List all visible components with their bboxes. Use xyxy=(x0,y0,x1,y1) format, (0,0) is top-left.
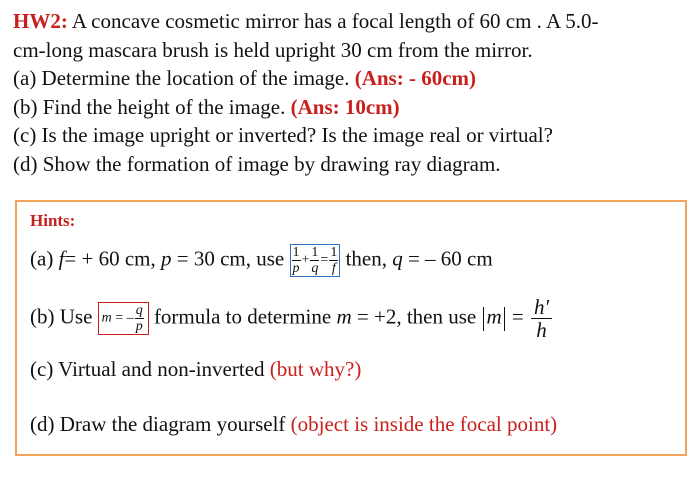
denominator: q xyxy=(311,261,319,276)
denominator: p xyxy=(135,319,143,334)
abs-bar-right xyxy=(504,307,505,331)
var-p: p xyxy=(161,246,172,271)
question-text: (d) Show the formation of image by drawing ray diagram. xyxy=(13,151,501,176)
operator: = xyxy=(320,252,329,268)
denominator: h xyxy=(536,318,547,342)
problem-line-1 xyxy=(13,7,693,36)
fraction xyxy=(292,245,301,276)
hints-box xyxy=(15,200,687,456)
value-text: = + 60 cm, xyxy=(64,246,161,271)
var-f: f xyxy=(58,246,65,271)
question-b xyxy=(13,93,693,122)
var-m: m xyxy=(336,304,352,329)
numerator: q xyxy=(135,303,143,318)
question-text: (c) Is the image upright or inverted? Is the image real or virtual? xyxy=(13,123,553,147)
problem-statement xyxy=(13,7,693,178)
operator: = xyxy=(506,304,529,329)
mirror-equation-box xyxy=(290,244,341,277)
problem-line-2 xyxy=(13,36,693,65)
operator: + xyxy=(301,252,310,268)
hints-title: Hints: xyxy=(30,211,76,230)
hint-question: (but why?) xyxy=(269,357,362,381)
question-text: (a) Determine the location of the image. xyxy=(13,66,355,90)
abs-bar-left xyxy=(483,307,484,331)
hint-text: (c) Virtual and non-inverted xyxy=(30,357,270,381)
problem-text: A concave cosmetic mirror has a focal length of 60 cm . A 5.0- xyxy=(67,9,599,33)
fraction xyxy=(329,245,338,276)
fraction xyxy=(135,303,144,334)
var-m: m xyxy=(486,304,502,329)
question-c xyxy=(13,121,693,150)
value-text: = 30 cm, use xyxy=(171,246,290,271)
problem-text: cm-long mascara brush is held upright 30 cm from the mirror. xyxy=(13,37,533,62)
hw-label: HW2: xyxy=(13,9,68,33)
height-ratio-fraction xyxy=(531,296,552,341)
value-text: then, xyxy=(340,246,393,271)
question-d xyxy=(13,150,693,179)
hint-c xyxy=(30,357,361,381)
question-text: (b) Find the height of the image. xyxy=(13,94,291,119)
denominator: f xyxy=(331,261,336,276)
var-m: m xyxy=(101,310,112,326)
hint-a xyxy=(30,244,493,277)
numerator: 1 xyxy=(292,245,300,260)
numerator: h′ xyxy=(531,296,552,319)
value-text: = +2, then use xyxy=(351,304,482,329)
question-a xyxy=(13,64,693,93)
value-text: formula to determine xyxy=(148,304,337,329)
var-q: q xyxy=(392,246,403,271)
hint-d xyxy=(30,412,557,436)
hint-label: (a) xyxy=(30,246,59,271)
fraction xyxy=(310,245,319,276)
hint-text: (d) Draw the diagram yourself xyxy=(30,412,291,436)
hint-label: (b) Use xyxy=(30,304,98,329)
numerator: 1 xyxy=(311,245,319,260)
denominator: p xyxy=(292,261,300,276)
hint-note: (object is inside the focal point) xyxy=(290,412,558,436)
answer-a: (Ans: - 60cm) xyxy=(354,66,477,90)
hint-b xyxy=(30,296,552,341)
answer-b: (Ans: 10cm) xyxy=(290,94,400,119)
value-text: = – 60 cm xyxy=(402,246,493,271)
magnification-formula-box xyxy=(98,302,149,335)
operator: = – xyxy=(111,310,134,326)
numerator: 1 xyxy=(330,245,338,260)
